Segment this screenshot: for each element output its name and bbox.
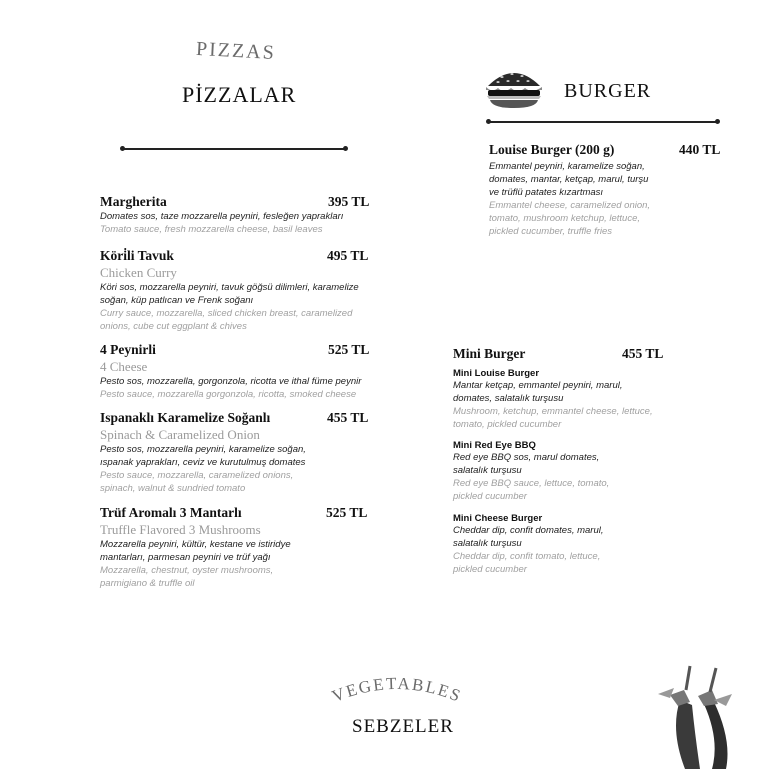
vegetables-title-tr: SEBZELER <box>352 716 454 737</box>
item-desc-en: Pesto sauce, mozzarella gorgonzola, ricotta, smoked cheese <box>100 389 357 400</box>
mini-sub-item <box>453 440 613 503</box>
item-desc-tr: Mozzarella peyniri, kültür, kestane ve istiridye mantarları, parmesan peyniri ve trüf yağı <box>100 539 291 563</box>
item-desc-tr: Emmantel peyniri, karamelize soğan, domates, mantar, ketçap, marul, turşu ve trüflü patates kızartması <box>489 161 649 198</box>
item-price: 495 TL <box>327 248 369 263</box>
vegetables-title-en <box>322 672 472 712</box>
eggplant-icon <box>640 660 750 769</box>
item-desc-en: Mushroom, ketchup, emmantel cheese, lettuce, tomato, pickled cucumber <box>453 406 653 430</box>
item-name: Ispanaklı Karamelize Soğanlı <box>100 410 271 425</box>
item-desc-en: Curry sauce, mozzarella, sliced chicken breast, caramelized onions, cube cut eggplant & chives <box>100 308 353 332</box>
item-desc-tr: Red eye BBQ sos, marul domates, salatalık turşusu <box>453 452 600 476</box>
item-price: 455 TL <box>622 346 664 361</box>
sub-item-name: Mini Red Eye BBQ <box>453 440 536 451</box>
burger-title: BURGER <box>564 80 652 102</box>
pizza-item-truffle <box>100 505 296 590</box>
svg-text:VEGETABLES <box>329 674 464 706</box>
item-subtitle: Spinach & Caramelized Onion <box>100 427 260 442</box>
item-desc-tr: Domates sos, taze mozzarella peyniri, fesleğen yaprakları <box>100 211 344 222</box>
item-desc-en: Red eye BBQ sauce, lettuce, tomato, pickled cucumber <box>453 478 610 502</box>
item-desc-tr: Pesto sos, mozzarella, gorgonzola, ricotta ve ithal füme peynir <box>100 376 362 387</box>
pizzas-divider <box>122 148 346 150</box>
burger-icon <box>484 66 544 110</box>
burger-item-mini: Mini Burger <box>453 346 526 361</box>
burger-item-louise <box>489 142 659 238</box>
mini-sub-item <box>453 513 613 576</box>
item-name: Köri̇li Tavuk <box>100 248 174 263</box>
item-desc-tr: Mantar ketçap, emmantel peyniri, marul, domates, salatalık turşusu <box>453 380 623 404</box>
item-name: Louise Burger (200 g) <box>489 142 615 157</box>
pizzas-title-tr: PİZZALAR <box>182 82 297 107</box>
pizzas-title-en: PIZZAS <box>195 37 277 65</box>
item-subtitle: 4 Cheese <box>100 359 148 374</box>
sub-item-name: Mini Cheese Burger <box>453 513 543 524</box>
item-subtitle: Truffle Flavored 3 Mushrooms <box>100 522 261 537</box>
pizza-item-chicken-curry <box>100 248 360 333</box>
item-desc-en: Cheddar dip, confit tomato, lettuce, pickled cucumber <box>453 551 601 575</box>
item-desc-en: Mozzarella, chestnut, oyster mushrooms, parmigiano & truffle oil <box>100 565 274 589</box>
item-name: 4 Peynirli <box>100 342 156 357</box>
item-price: 525 TL <box>326 505 368 520</box>
vegetables-title-en-text: VEGETABLES <box>329 673 465 707</box>
item-desc-en: Emmantel cheese, caramelized onion, tomato, mushroom ketchup, lettuce, pickled cucumber, truffle fries <box>489 200 651 237</box>
item-desc-tr: Köri sos, mozzarella peyniri, tavuk göğsü dilimleri, karamelize soğan, küp patlıcan ve Frenk soğanı <box>100 282 359 306</box>
item-price: 395 TL <box>328 194 370 209</box>
item-desc-en: Tomato sauce, fresh mozzarella cheese, basil leaves <box>100 224 323 235</box>
item-desc-en: Pesto sauce, mozzarella, caramelized onions, spinach, walnut & sundried tomato <box>100 470 294 494</box>
item-name: Trüf Aromalı 3 Mantarlı <box>100 505 242 520</box>
sub-item-name: Mini Louise Burger <box>453 368 540 379</box>
item-desc-tr: Pesto sos, mozzarella peyniri, karamelize soğan, ıspanak yaprakları, ceviz ve kurutulmuş domates <box>100 444 306 468</box>
burger-divider <box>488 121 718 123</box>
item-price: 440 TL <box>679 142 721 157</box>
item-name: Margherita <box>100 194 167 209</box>
item-subtitle: Chicken Curry <box>100 265 177 280</box>
item-price: 525 TL <box>328 342 370 357</box>
mini-sub-item <box>453 368 663 431</box>
item-price: 455 TL <box>327 410 369 425</box>
item-desc-tr: Cheddar dip, confit domates, marul, salatalık turşusu <box>453 525 604 549</box>
pizza-item-spinach <box>100 410 316 495</box>
